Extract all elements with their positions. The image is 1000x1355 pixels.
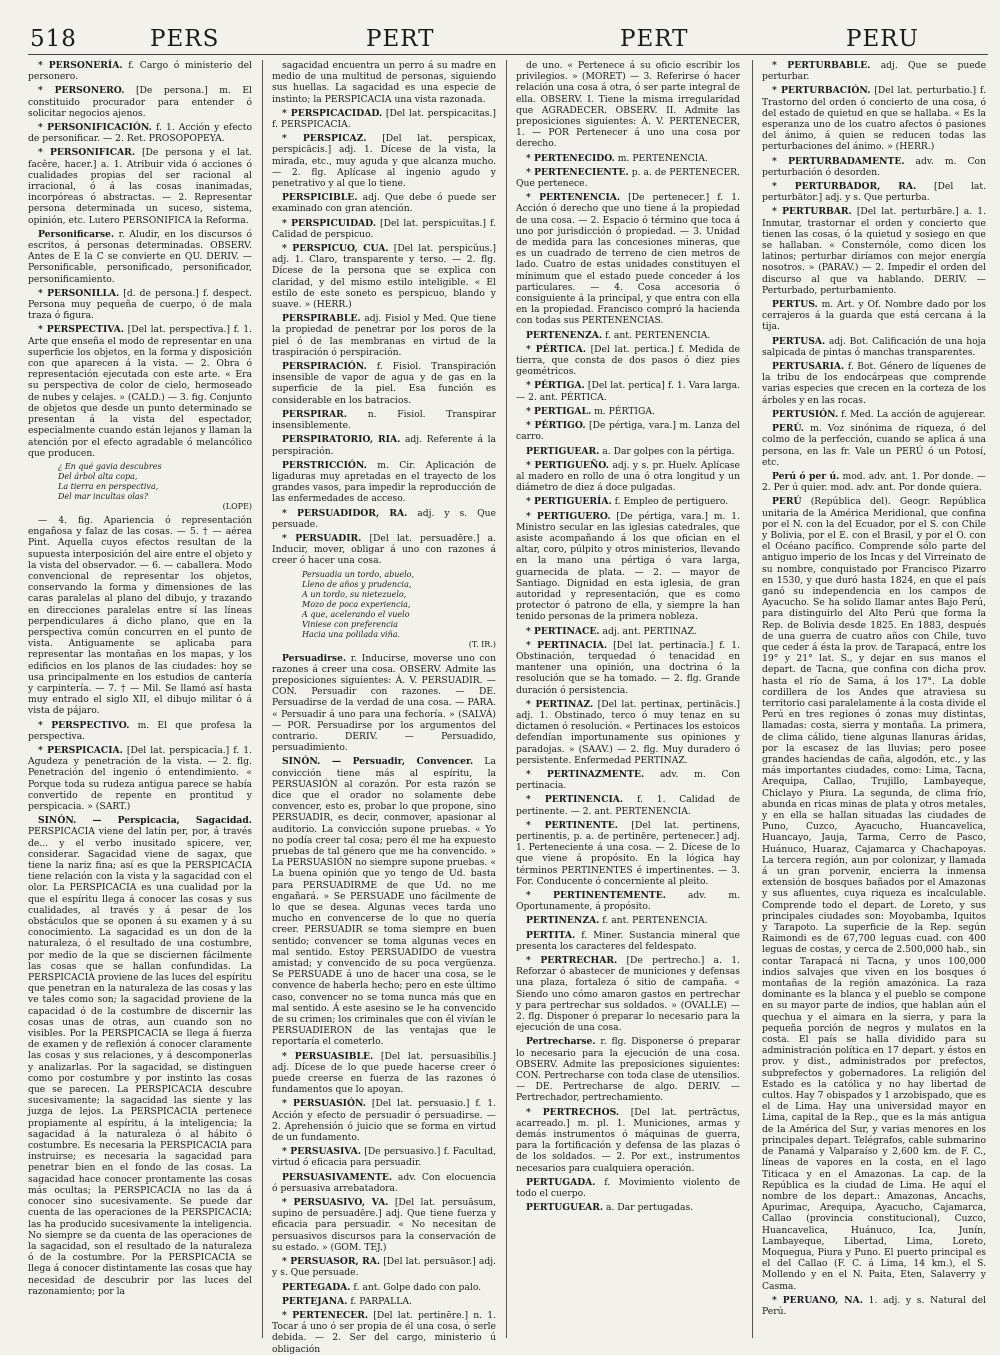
dictionary-entry bbox=[516, 192, 740, 326]
entry-definition: [Del lat. perspicŭus.] adj. 1. Claro, transparente y terso. — 2. flg. Dícese de la persona que se explica con claridad, y del mismo estilo inteligible. « El estilo de este soneto es perspicuo, blando y suave. » (HERR.) bbox=[272, 243, 496, 311]
entry-definition: [Del lat. pertrāctus, acarreado.] m. pl. 1. Municiones, armas y demás instrumentos ó máquinas de guerra, para la fortificación y defensa de las plazas ó de los soldados. — 2. Por ext., instrumentos necesarios para cualquiera operación. bbox=[516, 1106, 740, 1174]
entry-headword: PERSPIRABLE. bbox=[282, 313, 361, 325]
dictionary-entry bbox=[272, 1051, 496, 1096]
entry-headword: Perú ó per ú. bbox=[772, 470, 840, 482]
entry-headword: * PERTENENCIA. bbox=[526, 192, 621, 204]
dictionary-entry bbox=[762, 206, 986, 296]
dictionary-entry bbox=[516, 699, 740, 766]
entry-headword: SINÓN. — Perspicacia, Sagacidad. bbox=[38, 815, 252, 827]
entry-definition: sagacidad encuentra un perro á su madre en medio de una multitud de personas, siguiendo sus huellas. La sagacidad es una especie de instinto; la PERSPICACIA una vista razonada. bbox=[272, 60, 496, 105]
verse-quotation bbox=[58, 462, 252, 512]
entry-definition: adj. Referente á la perspiración. bbox=[272, 434, 496, 457]
dictionary-entry bbox=[762, 336, 986, 358]
dictionary-entry bbox=[516, 380, 740, 402]
dictionary-entry bbox=[272, 1256, 496, 1278]
guide-word-4: PERU bbox=[846, 26, 919, 52]
entry-definition: m. PERTENENCIA. bbox=[617, 152, 708, 164]
dictionary-entry bbox=[28, 288, 252, 322]
dictionary-entry bbox=[516, 640, 740, 696]
entry-headword: Pertrecharse. bbox=[526, 1036, 596, 1048]
entry-definition: adj. y s. Que persuade. bbox=[272, 507, 496, 530]
guide-word-2: PERT bbox=[366, 26, 435, 52]
dictionary-entry bbox=[272, 1146, 496, 1168]
entry-headword: * PERTURBACIÓN. bbox=[772, 85, 871, 97]
dictionary-entry bbox=[272, 243, 496, 310]
dictionary-entry bbox=[272, 1197, 496, 1253]
entry-headword: PERTEGADA. bbox=[282, 1281, 351, 1293]
verse-line: Viniese con preferencia bbox=[302, 619, 398, 629]
entry-headword: * PERTINENCIA. bbox=[526, 794, 624, 806]
column-1 bbox=[28, 60, 252, 1336]
verse-line: Del mar incultas olas? bbox=[58, 491, 149, 501]
entry-headword: * PERTENECIDO. bbox=[526, 152, 615, 164]
entry-headword: PERTENENZA. bbox=[526, 329, 603, 341]
entry-definition: f. Bot. Género de líquenes de la tribu de los endocárpeas que comprende varias especies que crecen en la corteza de los árboles y en las rocas. bbox=[762, 361, 986, 406]
entry-headword: * PERSUASIBLE. bbox=[282, 1050, 374, 1062]
entry-definition: adj. Bot. Calificación de una hoja salpicada de pintas ó manchas transparentes. bbox=[762, 335, 987, 358]
entry-definition: a. Dar pertugadas. bbox=[605, 1202, 694, 1214]
dictionary-entry bbox=[516, 769, 740, 791]
entry-definition: adv. Con elocuencia ó persuasiva arrebatadora. bbox=[272, 1171, 496, 1194]
entry-definition: [De pertrecho.] a. 1. Reforzar ó abastecer de municiones y defensas una plaza, fortaleza ó sitio de campaña. « Siendo uno cómo amaron gastos en pertrechar y para pertrechar sus soldados. » (OVALLE) — 2. flg. Disponer ó preparar lo necesario para la ejecución de una cosa. bbox=[516, 955, 740, 1034]
entry-headword: PERTUS. bbox=[772, 299, 818, 311]
entry-headword: PERTINENZA. bbox=[526, 915, 600, 927]
entry-headword: * PERTURBABLE. bbox=[772, 60, 871, 71]
column-divider bbox=[262, 60, 263, 1338]
entry-definition: f. Med. La acción de agujerear. bbox=[841, 408, 986, 420]
column-divider bbox=[752, 60, 753, 1338]
entry-definition: 1. adj. y s. Natural del Perú. bbox=[762, 1294, 987, 1317]
dictionary-entry bbox=[762, 85, 986, 152]
entry-definition: f. ant. PERTENENCIA. bbox=[602, 915, 708, 927]
dictionary-entry bbox=[272, 653, 496, 754]
guide-word-1: PERS bbox=[150, 26, 220, 52]
entry-definition: [Del lat. perspectīva.] f. 1. Arte que enseña el modo de representar en una superficie los objetos, en la forma y disposición con que aparecen á la vista. — 2. Obra ó representación ejecutada con este arte. « Era su perspectiva de color de cielo, hermoseado de nubes y celajes. » (CALD.) — 3. fig. Conjunto de objetos que desde un punto determinado se presentan á la vista del espectador, especialmente cuando están lejanos y llaman la atención por el efecto agradable ó melancólico que producen. bbox=[28, 324, 252, 459]
entry-definition: f. ant. Golpe dado con palo. bbox=[353, 1281, 482, 1293]
dictionary-entry bbox=[516, 1202, 740, 1213]
entry-definition: [Del lat. perturbatio.] f. Trastorno del orden ó concierto de una cosa, ó del estado de quietud en que se hallaba. « Es la esperanza uno de los cuatro afectos ó pasiones del ánimo, á quien se reducen todas las perturbaciones del ánimo. » (HERR.) bbox=[762, 85, 986, 153]
dictionary-entry bbox=[516, 330, 740, 341]
dictionary-entry bbox=[272, 361, 496, 406]
entry-definition: adv. m. Con perturbación ó desorden. bbox=[762, 155, 986, 178]
entry-definition: m. Art. y Of. Nombre dado por los cerrajeros á la guarda que está cercana á la tija. bbox=[762, 299, 987, 333]
entry-definition: [Del lat. pertinax, pertinācis.] adj. 1. Obstinado, terco ó muy tenaz en su dictamen ó resolución. « Pertinaces los estoicos defendían importunamente sus opiniones y paradojas. » (SAAV.) — 2. flg. Muy duradero ó persistente. Enfermedad PERTINAZ. bbox=[516, 698, 741, 766]
entry-definition: (República del). Geogr. República unitaria de la América Meridional, que confina por el N. con la del Ecuador, por el S. con Chile y Bolivia, por el E. con el Brasil, y por el O. con el Océano pacífico. Comprende sólo parte del antiguo imperio de los Incas y del Virreinato de su nombre, conquistado por Francisco Pizarro en 1530, y que duró hasta 1824, en que el país ganó su independencia en los campos de Ayacucho. Se ha solido llamar antes Bajo Perú, para distinguirlo del Alto Perú que forma la Rep. de Bolivia desde 1825. En 1883, después de una guerra de cuatro años con Chile, tuvo que ceder á ésta la prov. de Tarapacá, entre los 19° y 21° lat. S., y dejar en sus manos el depart. de Tacna, que confina con dicha prov. hasta el río de Sama, á los 17°. La doble cordillera de los Andes que atraviesa su territorio casi paralelamente á la costa divide el Perú en tres regiones ó zonas muy distintas, llamadas: costa, sierra y montaña. La primera, de clima cálido, tiene algunas llanuras áridas, por la escasez de las lluvias; pero posee grandes haciendas de caña, algodón, etc., y las más importantes ciudades, como: Lima, Tacna, Arequipa, Callao, Trujillo, Lambayeque, Chiclayo y Piura. La segunda, de clima frío, abunda en ricas minas de plata y otros metales, y en ella se hallan situadas las ciudades de Puno, Cuzco, Ayacucho, Huancavelica, Huancayo, Jauja, Tarma, Cerro de Pasco, Huánuco, Huaraz, Cajamarca y Chachapoyas. La tercera región, aun por colonizar, y llamada á un gran porvenir, encierra la inmensa extensión de bosques bañados por el Amazonas y sus afluentes, cuya riqueza es incalculable. Comprende todo el depart. de Loreto, y sus principales ciudades son: Moyobamba, Iquitos y Tarapoto. La superficie de la Rep. según Raimondi es de 67,700 leguas cuad. con 400 leguas de costas, y cerca de 2.500,000 hab., sin contar Tarapacá ni Tacna, y unos 100,000 indios salvajes que viven en los bosques ó montañas de la región amazónica. La raza dominante es la blanca y el pueblo se compone en su mayor parte de indios, que hablan aún el quechua y el aimara en la sierra, y para la pequeña porción de negros y mulatos en la costa. El país se halla dividido para su administración política en 17 depart. y éstos en prov. y dist., administrados por prefectos, subprefectos y gobernadores. La religión del Estado es la católica y no hay libertad de cultos. Hay 7 obispados y 1 arzobispado, que es el de Lima. Hay una universidad mayor en Lima, capital de la Rep., que es la más antigua de la América del Sur, y varias menores en los principales depart. Telégrafos, cable submarino de Panamá y Valparaíso y 2,600 km. de F. C., líneas de vapores en la costa, en el lago Titicaca y en el Amazonas. La cap. de la República es la ciudad de Lima. He aquí el nombre de los depart.: Amazonas, Ancachs, Apurimac, Arequipa, Ayacucho, Cajamarca, Callao (provincia constitucional), Cuzco, Huancavelica, Huánuco, Ica, Junín, Lambayeque, Libertad, Lima, Loreto, Moquegua, Piura y Puno. El puerto principal es el del Callao (F. C. á Lima, 14 km.), el S. Mollendo y en el N. Paita, Eten, Salaverry y Casma. bbox=[762, 496, 987, 1292]
entry-headword: PERTUSA. bbox=[772, 335, 826, 347]
entry-headword: * PERTIGUEÑO. bbox=[526, 459, 609, 471]
entry-definition: mod. adv. ant. 1. Por donde. — 2. Per ú quier. mod. adv. ant. Por donde quiera. bbox=[762, 470, 986, 494]
dictionary-entry bbox=[762, 60, 986, 82]
entry-definition: f. Miner. Sustancia mineral que presenta los caracteres del feldespato. bbox=[516, 929, 740, 952]
entry-definition: [Del lat. persuāsum, supino de persuadēre.] adj. Que tiene fuerza y eficacia para persuadir. « No necesitan de persuasivos discursos para la conservación de su estado. » (GOM. TEJ.) bbox=[272, 1197, 497, 1253]
dictionary-entry bbox=[28, 720, 252, 742]
dictionary-entry bbox=[762, 156, 986, 178]
entry-headword: PERTUGUEAR. bbox=[526, 1202, 604, 1214]
dictionary-entry bbox=[28, 122, 252, 144]
dictionary-entry bbox=[516, 344, 740, 378]
entry-definition: adj. Que se puede perturbar. bbox=[762, 60, 987, 83]
entry-definition: a. Dar golpes con la pértiga. bbox=[602, 445, 735, 457]
dictionary-entry bbox=[516, 1177, 740, 1199]
entry-definition: adj. Fisiol y Med. Que tiene la propiedad de penetrar por los poros de la piel ó de las membranas en virtud de la traspiración ó perspiración. bbox=[272, 313, 497, 358]
entry-definition: [Del lat. perspicacitas.] f. PERSPICACIA. bbox=[272, 107, 496, 131]
entry-headword: Personificarse. bbox=[38, 228, 115, 240]
dictionary-entry bbox=[516, 406, 740, 417]
dictionary-entry bbox=[28, 815, 252, 1297]
entry-definition: p. a. de PERTENECER. Que pertenece. bbox=[516, 166, 740, 190]
entry-headword: * PERSPICAZ. bbox=[282, 133, 367, 145]
entry-definition: [De persona y el lat. facĕre, hacer.] a. 1. Atribuir vida ó acciones ó cualidades propias del ser racional al irracional, ó á las cosas inanimadas, incorpóreas ó abstractas. — 2. Representar persona determinada un suceso, sistema, opinión, etc. Lutero PERSONIFICA la Reforma. bbox=[28, 147, 253, 226]
entry-definition: [Del lat. persuasibĭlis.] adj. Dícese de lo que puede hacerse creer ó puede creerse en fuerza de las razones ó fundamentos que lo apoyan. bbox=[272, 1050, 496, 1096]
dictionary-entry bbox=[516, 890, 740, 912]
entry-definition: adv. m. Con pertinacia. bbox=[516, 768, 740, 792]
entry-definition: f. Fisiol. Transpiración insensible de vapor de agua y de gas en la superficie de la piel. Esa función es considerable en los batracios. bbox=[272, 361, 497, 406]
dictionary-entry bbox=[28, 147, 252, 225]
entry-headword: * PERUANO, NA. bbox=[772, 1294, 863, 1306]
entry-headword: * PERSUASIVO, VA. bbox=[282, 1197, 389, 1209]
dictionary-entry bbox=[272, 1098, 496, 1143]
entry-definition: [De persuasivo.] f. Facultad, virtud ó eficacia para persuadir. bbox=[272, 1146, 496, 1169]
dictionary-entry bbox=[762, 471, 986, 493]
dictionary-entry bbox=[516, 446, 740, 457]
entry-headword: * PERSUADIR. bbox=[282, 532, 362, 544]
entry-definition: r. Inducirse, moverse uno con razones á creer una cosa. OBSERV. Admite las preposiciones siguientes: Á. V. PERSUADIR. — CON. Persuadir con razones. — DE. Persuadirse de la verdad de una cosa. — PARA. « Persuadir á uno para una fechoría. » (SALVÁ) — POR. Persuadirse por los argumentos del contrario. DERIV. — Persuadido, persuadimiento. bbox=[272, 652, 496, 754]
dictionary-entry bbox=[28, 229, 252, 285]
entry-headword: * PERSONIFICACIÓN. bbox=[38, 122, 152, 134]
dictionary-entry bbox=[762, 181, 986, 203]
entry-headword: * PÉRTICA. bbox=[526, 343, 586, 355]
entry-headword: Persuadirse. bbox=[282, 652, 347, 664]
verse-line: A un tordo, su nietezuelo, bbox=[302, 589, 407, 599]
entry-definition: adj. y s. pr. Huelv. Aplícase al madero en rollo de una ó otra longitud y un diámetro de diez á doce pulgadas. bbox=[516, 459, 740, 494]
dictionary-entry bbox=[762, 361, 986, 406]
running-header bbox=[0, 0, 1000, 60]
dictionary-entry bbox=[516, 1107, 740, 1174]
dictionary-entry bbox=[516, 915, 740, 926]
entry-headword: * PERTINACIA. bbox=[526, 639, 608, 651]
verse-line: Persuadia un tordo, abuelo, bbox=[302, 569, 415, 579]
dictionary-entry bbox=[516, 153, 740, 164]
entry-definition: [De pértiga, vara.] m. Lanza del carro. bbox=[516, 420, 740, 443]
verse-line: Lleno de años y prudencia, bbox=[302, 579, 412, 589]
entry-headword: PERSTRICCIÓN. bbox=[282, 459, 367, 471]
guide-word-3: PERT bbox=[620, 26, 689, 52]
entry-headword: * PERTIGUERÍA. bbox=[526, 496, 612, 508]
entry-headword: * PERSUASOR, RA. bbox=[282, 1256, 381, 1268]
verse-line: A que, acelerando el vuelo bbox=[302, 609, 410, 619]
entry-definition: [Del lat. pertinēre.] n. 1. Tocar á uno ó ser propia de él una cosa, ó serle debida. — 2. Ser del cargo, ministerio ú obligación bbox=[272, 1309, 497, 1355]
entry-definition: adj. ant. PERTINAZ. bbox=[602, 625, 697, 637]
dictionary-entry bbox=[762, 1295, 986, 1317]
verse-line: Del árbol alta copa, bbox=[58, 471, 138, 481]
column-divider bbox=[506, 60, 507, 1338]
page-number: 518 bbox=[30, 26, 77, 52]
dictionary-entry bbox=[272, 1310, 496, 1355]
entry-definition: f. PARPALLA. bbox=[350, 1295, 412, 1307]
dictionary-entry bbox=[272, 1282, 496, 1293]
entry-headword: * PERTRECHOS. bbox=[526, 1106, 620, 1118]
entry-headword: * PERSONERO. bbox=[38, 85, 125, 97]
entry-headword: * PERSPICACIDAD. bbox=[282, 107, 383, 119]
entry-headword: * PERTENECIENTE. bbox=[526, 166, 629, 178]
entry-headword: PERTEJANA. bbox=[282, 1295, 348, 1307]
verse-quotation bbox=[302, 570, 496, 650]
dictionary-entry bbox=[272, 133, 496, 189]
entry-headword: PERSPIRACIÓN. bbox=[282, 361, 367, 373]
entry-headword: SINÓN. — Persuadir, Convencer. bbox=[282, 756, 474, 768]
dictionary-entry bbox=[272, 108, 496, 130]
dictionary-entry bbox=[272, 60, 496, 105]
dictionary-entry bbox=[762, 423, 986, 468]
dictionary-entry bbox=[28, 745, 252, 812]
entry-headword: PERÚ. bbox=[772, 423, 804, 435]
entry-headword: * PERSPICUO, CUA. bbox=[282, 243, 389, 255]
verse-line: ¿ En qué gavia descubres bbox=[58, 461, 162, 471]
entry-definition: [Del lat. persuāsor.] adj. y s. Que persuade. bbox=[272, 1256, 496, 1279]
entry-definition: [Del lat. pertica] f. 1. Vara larga. — 2. ant. PÉRTICA. bbox=[516, 380, 740, 403]
entry-definition: r. flg. Disponerse ó preparar lo necesario para la ejecución de una cosa. OBSERV. Admite las preposiciones siguientes: CON. Pertrecharse con toda clase de utensilios. — DE. Pertrecharse de algo. DERIV. — Pertrechador, pertrechamiento. bbox=[516, 1036, 741, 1104]
entry-headword: PERTUSIÓN. bbox=[772, 408, 839, 420]
dictionary-entry bbox=[762, 409, 986, 420]
entry-definition: PERSPICACIA viene del latín per, por, á través de... y el verbo inusitado spicere, ver, considerar. Sagacidad viene de sagax, que tiene la nariz fina; así es que la PERSPICACIA tiene relación con la vista y la sagacidad con el olor. La PERSPICACIA es una cualidad por la que el espíritu llega á conocer las cosas y sus cualidades, al través y á pesar de los obstáculos que se oponen á su examen y á su conocimiento. La sagacidad es un don de la naturaleza, ó el resultado de una costumbre, por medio de la que se disciernen fácilmente las cosas que se hallan confundidas. La PERSPICACIA proviene de las luces del espíritu que penetran en la naturaleza de las cosas y las ve tales como son; la sagacidad proviene de la capacidad ó de la costumbre de discernir las cosas unas de otras, aun cuando son no visibles. Por la PERSPICACIA se llega á fuerza de examen y de reflexión á conocer claramente las cosas y sus relaciones, y á descomponerlas y analizarlas. Por la sagacidad, se distinguen como por costumbre y por instinto las cosas que se parecen. La PERSPICACIA descubre sucesivamente; la sagacidad las siente y las juzga de lejos. La PERSPICACIA pertenece propiamente al espíritu, á la inteligencia; la sagacidad á la naturaleza ó al hábito ó costumbre. Es necesaria la PERSPICACIA para instruirse; es necesaria la sagacidad para penetrar bien en el fondo de las cosas. La sagacidad hace conocer prontamente las cosas más ocultas; la PERSPICACIA no las da á conocer sino sucesivamente. Se puede dar cuenta de las operaciones de la PERSPICACIA; las ha producido sucesivamente la inteligencia. No siempre se da cuenta de las operaciones de la sagacidad, son el resultado de la naturaleza ó de la costumbre. Por la PERSPICACIA se llega á conocer distintamente las cosas que hay necesidad de descubrir por las luces del razonamiento; por la bbox=[28, 826, 252, 1297]
entry-headword: PERSPICIBLE. bbox=[282, 192, 358, 204]
dictionary-entry bbox=[272, 434, 496, 456]
entry-definition: f. 1. Acción y efecto de personificar. — 2. Ret. PROSOPOPEYA. bbox=[28, 122, 252, 145]
entry-definition: [De pertenecer.] f. 1. Acción ó derecho que uno tiene á la propiedad de una cosa. — 2. Espacio ó término que toca á uno por jurisdicción ó propiedad. — 3. Unidad de medida para las concesiones mineras, que es un cuadrado de terreno de cien metros de lado. Cuatro de estas unidades constituyen el mínimum que el estado puede conceder á los particulares. — 4. Cosa accesoria ó consiguiente á la principal, y que entra con ella en la propiedad. Francisco compró la hacienda con todas sus PERTENENCIAS. bbox=[516, 192, 740, 327]
dictionary-entry bbox=[516, 496, 740, 507]
dictionary-entry bbox=[516, 955, 740, 1033]
entry-definition: de uno. « Pertenece á su oficio escribir los privilegios. » (MORET) — 3. Referirse ó hacer relación una cosa á otra, ó ser parte integral de ella. OBSERV. I. Tiene la misma irregularidad que AGRADECER. OBSERV. II. Admite las preposiciones siguientes: Á. V. PERTENECER, 1. — POR Pertenecer á uno una cosa por derecho. bbox=[516, 60, 740, 150]
dictionary-entry bbox=[516, 511, 740, 623]
entry-definition: m. Voz sinónima de riqueza, ó del colmo de la perfección, cuando se aplica á una persona, en las fr. Vale un PERÚ ó un Potosí, etc. bbox=[762, 423, 987, 468]
entry-definition: m. Cir. Aplicación de ligaduras muy apretadas en el trayecto de los grandes vasos, para impedir la reproducción de las enfermedades de acceso. bbox=[272, 459, 497, 505]
dictionary-entry bbox=[516, 1036, 740, 1103]
entry-headword: * PERTIGUERO. bbox=[526, 510, 611, 522]
dictionary-entry bbox=[28, 60, 252, 82]
dictionary-entry bbox=[272, 1296, 496, 1307]
verse-line: La tierra en perspectiva, bbox=[58, 481, 159, 491]
dictionary-entry bbox=[272, 192, 496, 214]
entry-headword: PERSUASIVAMENTE. bbox=[282, 1171, 393, 1183]
entry-headword: * PERSONIFICAR. bbox=[38, 147, 135, 159]
entry-definition: m. PÉRTIGA. bbox=[594, 405, 655, 417]
entry-definition: [Del lat. perturbātor.] adj. y s. Que perturba. bbox=[762, 181, 986, 204]
entry-definition: [Del lat. persuadēre.] a. Inducir, mover, obligar á uno con razones á creer ó hacer una cosa. bbox=[272, 532, 496, 567]
entry-definition: [d. de persona.] f. despect. Persona muy pequeña de cuerpo, ó de mala traza ó figura. bbox=[28, 287, 252, 322]
entry-definition: [Del lat. perspicuĭtas.] f. Calidad de perspicuo. bbox=[272, 217, 497, 240]
column-4 bbox=[762, 60, 986, 1336]
entry-definition: f. Cargo ó ministerio del personero. bbox=[28, 60, 252, 83]
entry-definition: adv. m. Oportunamente, á propósito. bbox=[516, 890, 740, 913]
entry-definition: [Del lat. perspicacĭa.] f. 1. Agudeza y penetración de la vista. — 2. flg. Penetración del ingenio ó entendimiento. « Porque toda su rudeza antigua parece se había convertido de repente en prontitud y perspicacia. » (SART.) bbox=[28, 744, 252, 812]
dictionary-entry bbox=[516, 626, 740, 637]
dictionary-entry bbox=[762, 496, 986, 1291]
entry-headword: * PERSPICACIA. bbox=[38, 744, 123, 756]
verse-source: (LOPE) bbox=[222, 501, 252, 511]
entry-definition: r. Aludir, en los discursos ó escritos, á personas determinadas. OBSERV. Antes de E la C se convierte en QU. DERIV. — Personificable, personificado, personificador, personificamiento. bbox=[28, 228, 252, 285]
column-2 bbox=[272, 60, 497, 1355]
dictionary-entry bbox=[272, 409, 496, 431]
entry-headword: * PERTINACE. bbox=[526, 625, 600, 637]
dictionary-entry bbox=[272, 460, 496, 505]
dictionary-entry bbox=[272, 218, 496, 240]
entry-headword: * PERSPECTIVO. bbox=[38, 719, 130, 731]
dictionary-entry bbox=[28, 85, 252, 119]
header-rule bbox=[28, 54, 988, 55]
entry-headword: PERSPIRAR. bbox=[282, 408, 347, 420]
entry-headword: * PERSONERÍA. bbox=[38, 60, 123, 71]
dictionary-entry bbox=[28, 324, 252, 458]
dictionary-entry bbox=[272, 508, 496, 530]
dictionary-entry bbox=[516, 420, 740, 442]
entry-headword: * PERSUADIDOR, RA. bbox=[282, 507, 408, 519]
entry-definition: f. ant. PERTENENCIA. bbox=[604, 329, 711, 341]
dictionary-entry bbox=[272, 1172, 496, 1194]
entry-headword: * PERTURBADOR, RA. bbox=[772, 181, 917, 193]
dictionary-entry bbox=[762, 299, 986, 333]
entry-headword: * PERTENECER. bbox=[282, 1309, 369, 1321]
entry-definition: [Del lat. perturbāre.] a. 1. Inmutar, trastornar el orden y concierto que tienen las cosas, ó la quietud y sosiego en que se hallaban. « Consternóle, como dicen los latinos; perturbar diríamos con mejor energía nosotros. » (PARAV.) — 2. Impedir el orden del discurso al que va hablando. DERIV. — Perturbado, perturbamiento. bbox=[762, 206, 987, 296]
entry-definition: m. El que profesa la perspectiva. bbox=[28, 719, 252, 742]
verse-line: Mozo de poca experiencia, bbox=[302, 599, 411, 609]
entry-headword: * PERTURBAR. bbox=[772, 206, 852, 218]
entry-definition: adj. Que debe ó puede ser examinado con gran atención. bbox=[272, 192, 496, 215]
entry-definition: La convicción tiene más al espíritu, la PERSUASIÓN al corazón. Por esta razón se dice que el orador no solamente debe convencer, esto es, probar lo que propone, sino PERSUADIR, es decir, conmover, apasionar al auditorio. La convicción supone pruebas. « Yo no podía creer tal cosa; pero él me ha expuesto pruebas de tal género que me ha convencido. » La PERSUASIÓN no siempre supone pruebas. « La buena opinión que yo tengo de Ud. basta para PERSUADIRME de que Ud. no me engañará. » Se PERSUADE uno fácilmente de lo que se desea. Algunas veces tarda uno mucho en convencerse de lo que no quería creer. PERSUADIR se toma siempre en buen sentido; convencer se toma algunas veces en mal sentido. Estoy PERSUADIDO de vuestra amistad; y convencido de su poca vergüenza. Se PERSUADE á uno de hacer una cosa, se le convence de haberla hecho; pero en este último caso, convencer no se toma nunca más que en mal sentido. Á este asesino se le ha convencido de su crimen; los criminales que con él vivían le PERSUADIERON de las ventajas que le reportaría el cometerlo. bbox=[272, 756, 496, 1048]
entry-definition: f. 1. Calidad de pertinente. — 2. ant. PERTENENCIA. bbox=[516, 794, 741, 817]
entry-headword: * PERSPECTIVA. bbox=[38, 324, 124, 336]
entry-definition: [Del lat. pertica.] f. Medida de tierra, que consta de dos pasos ó diez pies geométricos. bbox=[516, 343, 740, 378]
entry-headword: * PERSPICUIDAD. bbox=[282, 217, 377, 229]
entry-definition: [Del lat. perspicax, perspicācis.] adj. 1. Dícese de la vista, la mirada, etc., muy aguda y que alcanza mucho. — 2. flg. Aplícase al ingenio agudo y penetrativo y al que lo tiene. bbox=[272, 133, 497, 190]
entry-headword: * PERTURBADAMENTE. bbox=[772, 155, 905, 167]
entry-definition: f. Movimiento violento de todo el cuerpo. bbox=[516, 1176, 741, 1200]
entry-headword: * PERTINAZMENTE. bbox=[526, 768, 645, 780]
entry-headword: PERTITA. bbox=[526, 929, 576, 941]
entry-headword: * PERTINENTE. bbox=[526, 819, 618, 831]
verse-source: (T. IR.) bbox=[468, 639, 496, 649]
entry-definition: [De persona.] m. El constituido procurador para entender ó solicitar negocios ajenos. bbox=[28, 85, 252, 119]
column-3 bbox=[516, 60, 740, 1336]
entry-headword: PERSPIRATORIO, RIA. bbox=[282, 434, 401, 446]
dictionary-entry bbox=[516, 60, 740, 150]
dictionary-entry bbox=[516, 167, 740, 189]
verse-line: Hacia una polilada viña. bbox=[302, 629, 401, 639]
dictionary-entry bbox=[272, 313, 496, 358]
entry-definition: [Del lat. pertinens, pertinentis, p. a. de pertinēre, pertenecer.] adj. 1. Perteneciente á una cosa. — 2. Dícese de lo que viene á propósito. En la lógica hay términos PERTINENTES é impertinentes. — 3. For. Conducente ó concerniente al pleito. bbox=[516, 819, 740, 887]
entry-definition: [Del lat. persuasio.] f. 1. Acción y efecto de persuadir ó persuadirse. — 2. Aprehensión ó juicio que se forma en virtud de un fundamento. bbox=[272, 1098, 496, 1144]
entry-headword: * PERTINENTEMENTE. bbox=[526, 890, 666, 902]
entry-headword: * PÉRTIGO. bbox=[526, 420, 586, 432]
entry-headword: * PÉRTIGA. bbox=[526, 380, 585, 392]
entry-definition: [Del lat. pertinacĭa.] f. 1. Obstinación, terquedad ó tenacidad en mantener una opinión, una doctrina ó la resolución que se ha tomado. — 2. flg. Grande duración ó persistencia. bbox=[516, 639, 740, 696]
dictionary-entry bbox=[516, 460, 740, 494]
dictionary-entry bbox=[272, 533, 496, 567]
entry-definition: n. Fisiol. Transpirar insensiblemente. bbox=[272, 408, 497, 432]
entry-definition: f. Empleo de pertiguero. bbox=[614, 496, 729, 508]
entry-headword: PERÚ bbox=[772, 496, 802, 508]
entry-headword: * PERTINAZ. bbox=[526, 698, 594, 710]
entry-headword: PERTUSARIA. bbox=[772, 361, 845, 373]
dictionary-entry bbox=[516, 794, 740, 816]
entry-headword: * PERTIGAL. bbox=[526, 405, 592, 417]
dictionary-entry bbox=[516, 820, 740, 887]
dictionary-entry bbox=[516, 930, 740, 952]
entry-definition: [De pértiga, vara.] m. 1. Ministro secular en las iglesias catedrales, que asiste acompañando á los que ofician en el altar, coro, púlpito y otros ministerios, llevando en la mano una pértiga ó vara larga, guarnecida de plata. — 2. — mayor de Santiago. Dignidad en esta iglesia, de gran autoridad y representación, que es como protector ó patrono de ella, y siempre la han tenido personas de la primera nobleza. bbox=[516, 510, 740, 623]
entry-definition: — 4. fig. Apariencia ó representación engañosa y falaz de las cosas. — 5. † — aérea Pint. Aquella cuyos efectos resultan de la supuesta interposición del aire entre el objeto y la vista del observador. — 6. — caballera. Modo convencional de representar los objetos, conservando la forma y dimensiones de las caras paralelas al plano del dibujo, y trazando en direcciones paralelas entre sí las líneas perpendiculares á dicho plano, que en la perspectiva común concurren en el punto de vista. Antiguamente se aplicaba para representar las montañas en los mapas, y los edificios en los planos de las ciudades: hoy se usa principalmente en los estudios de cantería y carpintería. — 7. † — Mil. Se llamó así hasta muy entrado el siglo XII, el dibujo militar ó á vista de pájaro. bbox=[28, 514, 252, 717]
entry-headword: * PERSUASIÓN. bbox=[282, 1098, 366, 1110]
dictionary-entry bbox=[272, 756, 496, 1047]
entry-headword: * PERTRECHAR. bbox=[526, 955, 618, 967]
entry-headword: PERTUGADA. bbox=[526, 1176, 596, 1188]
entry-headword: PERTIGUEAR. bbox=[526, 445, 600, 457]
dictionary-entry bbox=[28, 515, 252, 717]
entry-headword: * PERSONILLA. bbox=[38, 287, 120, 299]
entry-headword: * PERSUASIVA. bbox=[282, 1146, 362, 1158]
